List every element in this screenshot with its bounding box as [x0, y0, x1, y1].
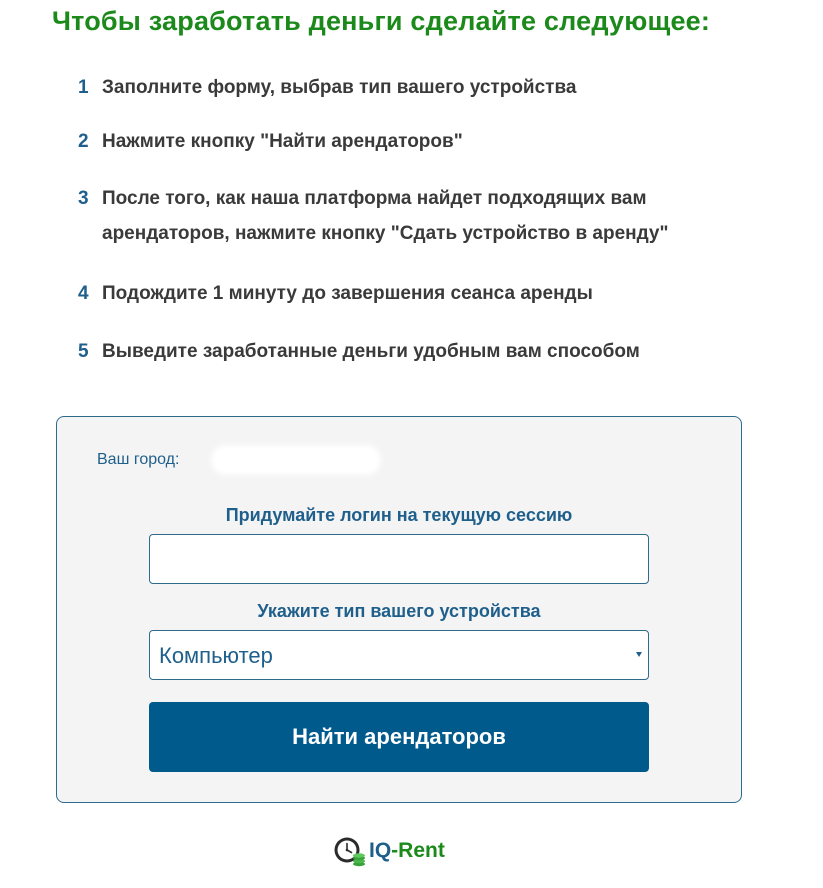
step-item-1: [78, 72, 576, 104]
page-title: Чтобы заработать деньги сделайте следующее:: [52, 6, 711, 36]
rental-form: [56, 416, 742, 803]
device-type-selected-value: Компьютер: [159, 643, 273, 668]
chevron-down-icon: [636, 652, 642, 657]
step-text: Выведите заработанные деньги удобным вам способом: [102, 341, 640, 362]
step-text-block: [102, 183, 668, 250]
brand-footer: [333, 835, 445, 867]
city-value: [215, 449, 377, 471]
step-number: 2: [78, 131, 89, 152]
step-text-line: После того, как наша платформа найдет подходящих вам: [102, 188, 647, 209]
step-text: Заполните форму, выбрав тип вашего устройства: [102, 77, 577, 98]
brand-name-part-1: IQ: [369, 839, 392, 862]
step-number: 4: [78, 283, 89, 304]
login-input[interactable]: [149, 534, 649, 584]
step-number: 3: [78, 188, 89, 209]
device-type-label: Укажите тип вашего устройства: [257, 601, 541, 621]
step-item-2: [78, 126, 463, 158]
step-number: 1: [78, 77, 89, 98]
step-text: Нажмите кнопку "Найти арендаторов": [102, 131, 463, 152]
clock-coins-icon: [333, 835, 367, 867]
step-text: Подождите 1 минуту до завершения сеанса аренды: [102, 283, 593, 304]
step-text-line: арендаторов, нажмите кнопку "Сдать устройство в аренду": [102, 223, 669, 244]
step-item-3: [78, 183, 668, 250]
login-label: Придумайте логин на текущую сессию: [225, 505, 573, 525]
step-item-4: [78, 278, 593, 310]
find-renters-button[interactable]: Найти арендаторов: [149, 702, 649, 772]
city-label: Ваш город:: [97, 451, 180, 468]
step-number: 5: [78, 341, 89, 362]
brand-name-part-2: -Rent: [391, 839, 445, 862]
device-type-select[interactable]: [149, 630, 649, 680]
step-item-5: [78, 336, 640, 368]
brand-name: [369, 839, 445, 863]
